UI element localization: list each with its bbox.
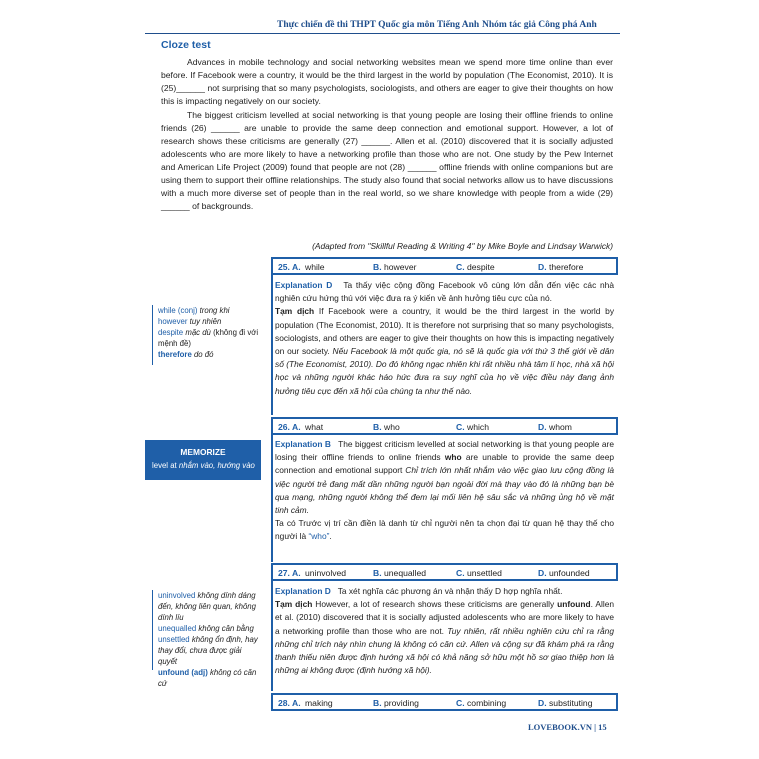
explanation-25 — [275, 279, 614, 398]
explanation-bar — [271, 435, 273, 562]
question-27-options — [271, 563, 618, 581]
vocab-item: uninvolved không dính dáng đến, không liên quan, không dính líu — [158, 591, 256, 622]
option-b[interactable]: providing — [384, 698, 419, 708]
option-b-label: B. — [373, 698, 382, 708]
option-c[interactable]: unsettled — [467, 568, 502, 578]
option-c-label: C. — [456, 698, 465, 708]
memorize-box — [145, 440, 261, 480]
option-a[interactable]: while — [305, 262, 325, 272]
vocab-item: however tuy nhiên — [158, 317, 222, 326]
translation-vietnamese: Tuy nhiên, rất nhiều nghiên cứu chỉ ra rằng những chỉ trích này nhìn chung là không có căn cứ. Allen và cộng sự đã khám phá ra rằng thanh thiếu niên được định hướng xã hội có khả năng sở hữu một hồ sơ giao thiệp hơn là những ai không được (định hướng xã hội). — [275, 625, 614, 676]
passage-paragraph-1: Advances in mobile technology and social networking websites mean we spend more time online than ever before. If Facebook were a country, it would be the third largest in the world by population (The Economist, 2010). It is (25)______ not surprising that so many psychologists, sociologists, and others are eager to give their thoughts on how this is impacting negatively on our society. — [161, 57, 613, 106]
option-d-label: D. — [538, 698, 547, 708]
explanation-text: Ta thấy việc cộng đồng Facebook vô cùng lớn dẫn đến việc các nhà nghiên cứu hứng thú với việc đưa ra ý kiến về ảnh hưởng tiêu cực của nó. — [275, 280, 614, 304]
header-authors: Nhóm tác giả Công phá Anh — [482, 20, 597, 30]
grammar-note: Ta có Trước vị trí cần điền là danh từ chỉ người nên ta chọn đại từ quan hệ thay thế cho người là — [275, 518, 614, 542]
question-number: 27. A. — [278, 568, 301, 578]
vocab-note-27 — [152, 590, 260, 688]
question-28-options — [271, 693, 618, 711]
explanation-label: Explanation B — [275, 439, 331, 449]
answer-word: unfound — [557, 599, 591, 610]
vocab-item: unsettled không ổn định, hay thay đổi, chưa được giải quyết — [158, 635, 258, 666]
question-26-options — [271, 417, 618, 435]
answer-word: who — [444, 452, 462, 463]
vocab-item: therefore do đó — [158, 350, 214, 359]
explanation-label: Explanation D — [275, 586, 331, 596]
option-a[interactable]: what — [305, 422, 324, 432]
vocab-item: unfound (adj) không có căn cứ — [158, 668, 257, 688]
question-number: 28. A. — [278, 698, 301, 708]
memorize-title: MEMORIZE — [180, 447, 226, 457]
explanation-27 — [275, 585, 614, 677]
option-b[interactable]: however — [384, 262, 417, 272]
passage-source: (Adapted from "Skillful Reading & Writing 4" by Mike Boyle and Lindsay Warwick) — [312, 241, 613, 251]
translation-vietnamese: Nếu Facebook là một quốc gia, nó sẽ là quốc gia với thứ 3 thế giới về dân số (The Economist, 2010). Do đó không ngạc nhiên khi rất nhiều nhà tâm lí học, nhà xã hội học và những người khác háo hức đưa ra suy nghĩ của họ về việc điều này đang ảnh hưởng tiêu cực đến xã hội của chúng ta như thế nào. — [275, 346, 615, 396]
option-d-label: D. — [538, 568, 547, 578]
option-c-label: C. — [456, 262, 465, 272]
option-a[interactable]: making — [305, 698, 333, 708]
page-header — [145, 18, 620, 34]
translation-english-cont: . Allen et al. (2010) discovered that it is socially adjusted adolescents who are more likely to have a networking profile than those who are not. — [275, 599, 615, 636]
explanation-26: Explanation B The biggest criticism levelled at social networking is that young people are losing their offline friends to online friends who are unable to provide the same deep connection and emotional support Chỉ trích lớn nhất nhắm vào việc giao lưu cộng đồng là việc người trẻ đang mất dần những người bạn ngoài đời mà thay vào đó là những bạn bè qua mạng, những người không thể đem lại mối liên hệ sâu sắc và những ủng hộ về mặt tinh cảm. Ta có Trước vị trí cần điền là danh từ chỉ người nên ta chọn đại từ quan hệ thay thế cho người là “who”. — [275, 439, 615, 542]
explanation-label: Explanation D — [275, 280, 333, 290]
option-c-label: C. — [456, 568, 465, 578]
section-title: Cloze test — [161, 39, 211, 51]
option-c[interactable]: which — [467, 422, 489, 432]
explanation-text-cont: are unable to provide the same deep connection and emotional support — [275, 452, 615, 476]
grammar-note-answer: “who” — [308, 531, 330, 542]
translation-english: However, a lot of research shows these criticisms are generally — [315, 599, 555, 610]
option-b-label: B. — [373, 262, 382, 272]
explanation-bar — [271, 581, 273, 691]
passage-paragraph-2: The biggest criticism levelled at social networking is that young people are losing their offline friends to online friends (26) ______ are unable to provide the same deep connection and emotional support. However, a lot of research shows these criticisms are generally (27) ______. Allen et al. (2010) discovered that it is socially adjusted adolescents who are more likely to have a networking profile than those who are not. One study by the Pew Internet and American Life Project (2009) found that people are not (28) ______ offline friends with online companions but are using them to support their offline relationships. The study also found that social networks allow us to have discussions with a much more diverse set of people than in the real world, so we share knowledge with people from a wide (29) ______ of backgrounds. — [161, 110, 613, 211]
explanation-bar — [271, 275, 273, 415]
option-b[interactable]: unequalled — [384, 568, 427, 578]
question-25-options — [271, 257, 618, 275]
option-d[interactable]: whom — [549, 422, 572, 432]
option-d[interactable]: therefore — [549, 262, 584, 272]
question-number: 26. A. — [278, 422, 301, 432]
option-c-label: C. — [456, 422, 465, 432]
option-d[interactable]: unfounded — [549, 568, 590, 578]
vocab-item: while (conj) trong khi — [158, 306, 230, 315]
explanation-text: Ta xét nghĩa các phương án và nhận thấy D hợp nghĩa nhất. — [337, 586, 563, 596]
vocab-item: unequalled không cân bằng — [158, 624, 254, 633]
header-book-title: Thực chiến đề thi THPT Quốc gia môn Tiếng Anh — [277, 20, 480, 30]
page-footer: LOVEBOOK.VN | 15 — [528, 722, 607, 732]
option-a[interactable]: uninvolved — [305, 568, 347, 578]
question-number: 25. A. — [278, 262, 301, 272]
translation-label: Tạm dịch — [275, 599, 313, 610]
memorize-text: level at nhắm vào, hướng vào — [152, 461, 255, 470]
option-b-label: B. — [373, 422, 382, 432]
option-b-label: B. — [373, 568, 382, 578]
option-c[interactable]: combining — [467, 698, 507, 708]
translation-vietnamese: Chỉ trích lớn nhất nhắm vào việc giao lưu cộng đồng là việc người trẻ đang mất dần những người bạn ngoài đời mà thay vào đó là những bạn bè qua mạng, những người không thể đem lại mối liên hệ sâu sắc và những ủng hộ về mặt tinh cảm. — [275, 465, 614, 516]
option-b[interactable]: who — [384, 422, 400, 432]
translation-label: Tạm dịch — [275, 306, 315, 317]
option-d-label: D. — [538, 262, 547, 272]
option-d[interactable]: substituting — [549, 698, 593, 708]
passage — [161, 56, 613, 214]
option-c[interactable]: despite — [467, 262, 495, 272]
vocab-note-25 — [152, 305, 260, 365]
option-d-label: D. — [538, 422, 547, 432]
translation-english: If Facebook were a country, it would be the third largest in the world by population (The Economist, 2010). It is therefore not surprising that so many psychologists, sociologists, and others are eager to give their thoughts on how this is impacting negatively on our society. — [275, 306, 615, 357]
explanation-text: The biggest criticism levelled at social networking is that young people are losing their offline friends to online friends — [275, 439, 614, 463]
vocab-item: despite mặc dù (không đi với mệnh đề) — [158, 328, 259, 348]
